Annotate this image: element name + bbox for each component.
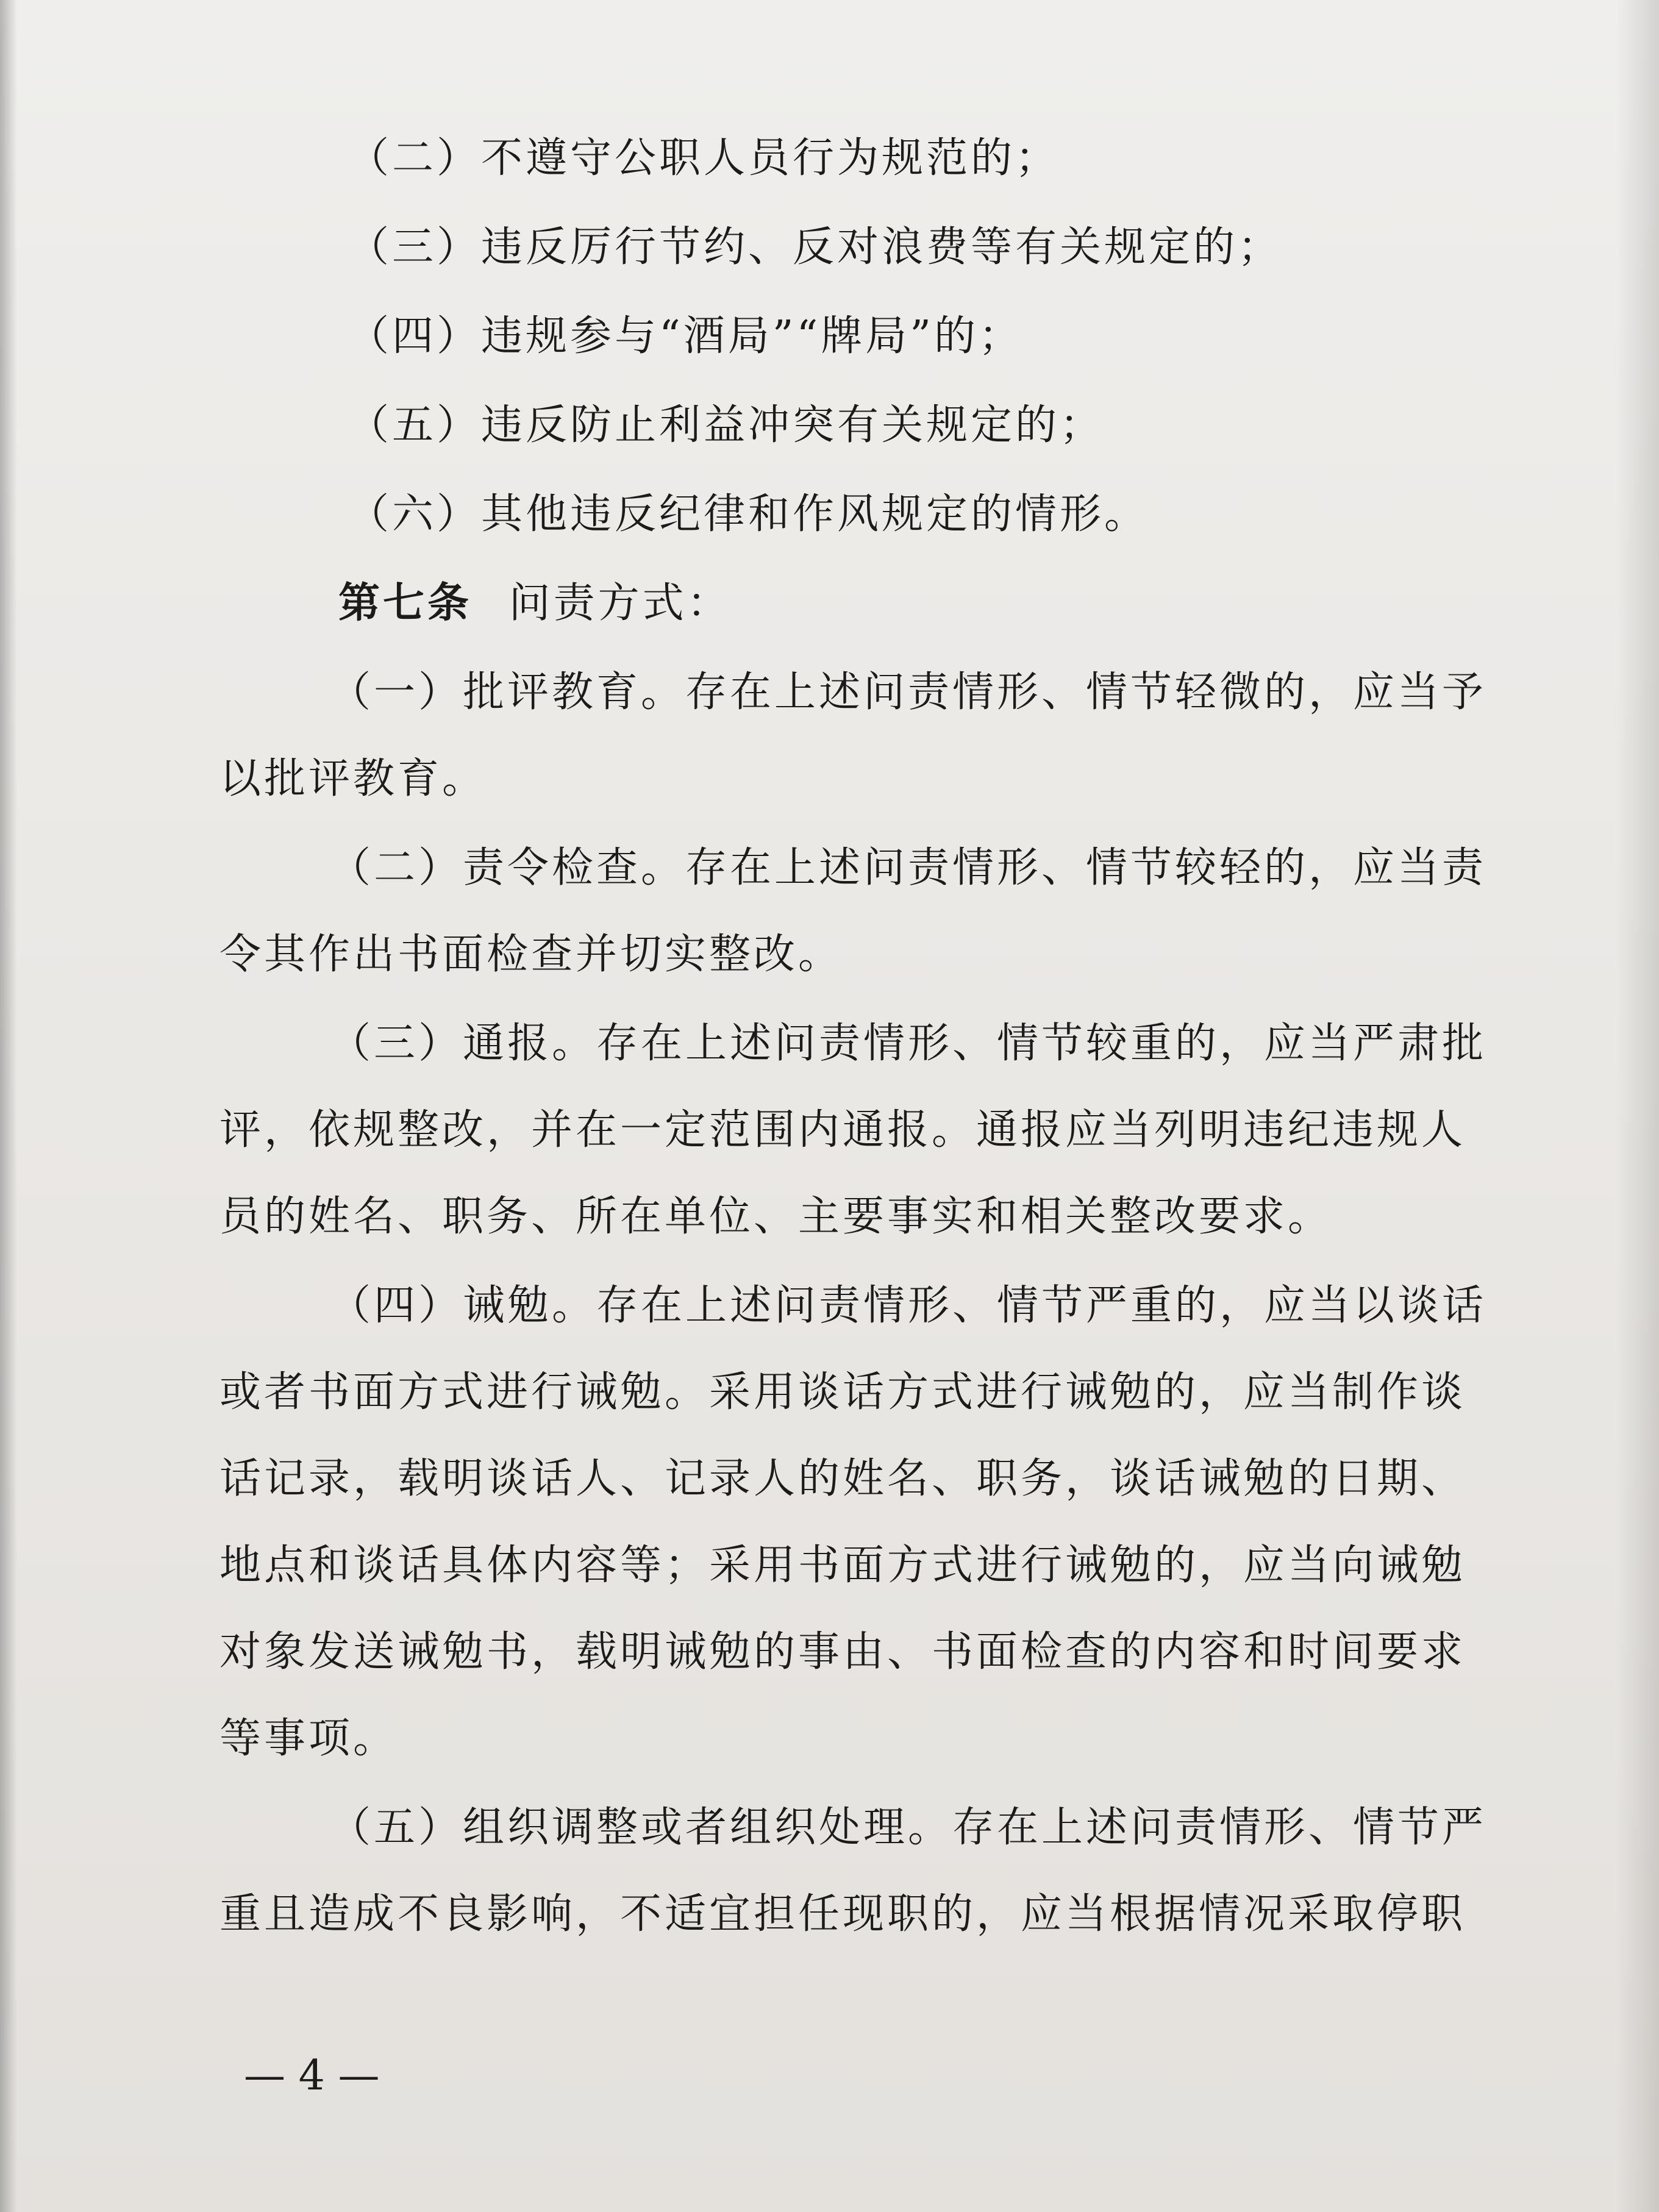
para-3-line-1: （三）通报。存在上述问责情形、情节较重的，应当严肃批 [329,1019,1487,1068]
page-edge-shadow-left [0,0,17,2212]
para-5-line-2: 重且造成不良影响，不适宜担任现职的，应当根据情况采取停职 [219,1890,1466,1938]
para-1-line-1: （一）批评教育。存在上述问责情形、情节轻微的，应当予 [329,668,1487,716]
list-item-5: （五）违反防止利益冲突有关规定的； [348,401,1105,449]
list-item-2: （二）不遵守公职人员行为规范的； [348,134,1060,182]
para-5-line-1: （五）组织调整或者组织处理。存在上述问责情形、情节严 [329,1803,1487,1852]
para-1-line-2: 以批评教育。 [219,755,487,803]
article-7-heading [338,570,732,629]
page-edge-shadow-right [1616,0,1659,2212]
list-item-4: （四）违规参与“酒局”“牌局”的； [348,312,1024,360]
para-4-line-3: 话记录，载明谈话人、记录人的姓名、职务，谈话诫勉的日期、 [219,1455,1466,1503]
para-3-line-2: 评，依规整改，并在一定范围内通报。通报应当列明违纪违规人 [219,1106,1466,1154]
para-2-line-2: 令其作出书面检查并切实整改。 [219,930,843,979]
para-4-line-2: 或者书面方式进行诫勉。采用谈话方式进行诫勉的，应当制作谈 [219,1368,1466,1416]
list-item-6: （六）其他违反纪律和作风规定的情形。 [348,490,1149,538]
para-4-line-1: （四）诫勉。存在上述问责情形、情节严重的，应当以谈话 [329,1282,1487,1330]
para-4-line-5: 对象发送诫勉书，载明诫勉的事由、书面检查的内容和时间要求 [219,1628,1466,1676]
para-4-line-6: 等事项。 [219,1714,398,1763]
para-3-line-3: 员的姓名、职务、所在单位、主要事实和相关整改要求。 [219,1193,1333,1241]
para-2-line-1: （二）责令检查。存在上述问责情形、情节较轻的，应当责 [329,844,1487,892]
para-4-line-4: 地点和谈话具体内容等；采用书面方式进行诫勉的，应当向诫勉 [219,1541,1466,1589]
article-7-number: 第七条 [338,579,473,627]
page-number: — 4 — [244,2052,380,2100]
article-7-title: 问责方式： [508,579,732,627]
list-item-3: （三）违反厉行节约、反对浪费等有关规定的； [348,223,1283,271]
